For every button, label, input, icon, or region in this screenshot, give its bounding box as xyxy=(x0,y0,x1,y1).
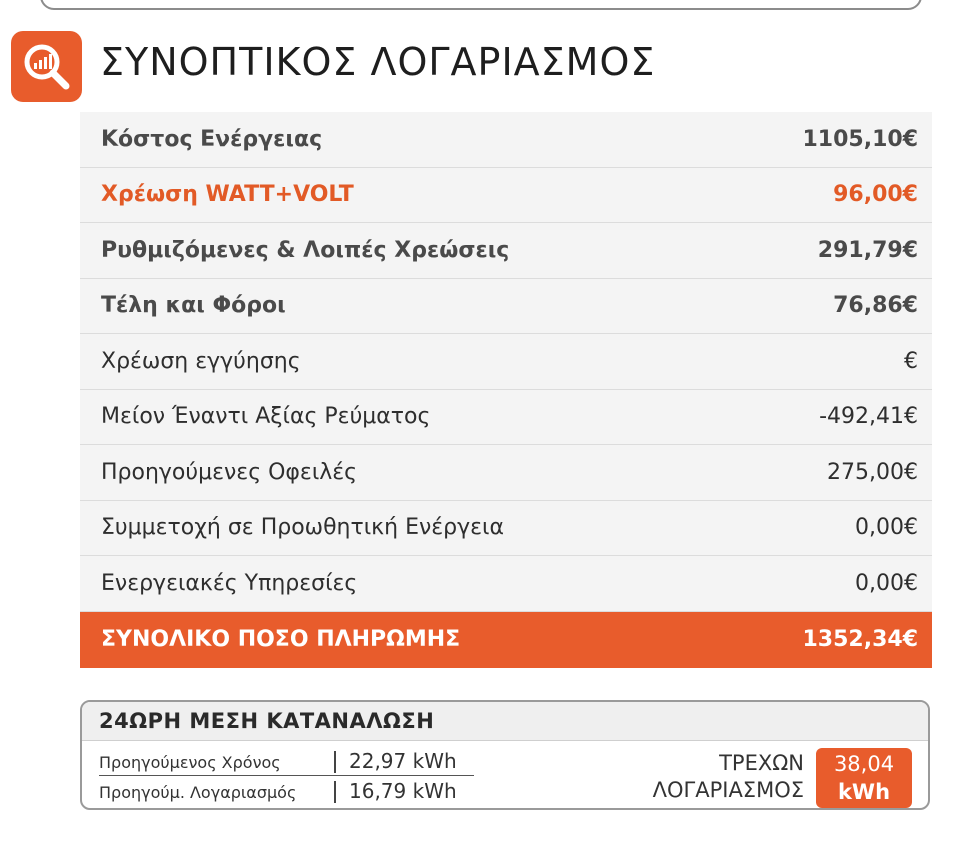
row-label: Μείον Έναντι Αξίας Ρεύματος xyxy=(101,404,431,430)
previous-bill-value: 16,79 kWh xyxy=(349,779,457,803)
current-bill-label xyxy=(653,750,804,804)
row-label: Κόστος Ενέργειας xyxy=(101,126,323,152)
row-label: Ενεργειακές Υπηρεσίες xyxy=(101,570,358,596)
table-row xyxy=(80,390,932,446)
summary-table xyxy=(80,112,932,668)
row-label: Τέλη και Φόροι xyxy=(101,293,286,319)
row-value: 0,00€ xyxy=(855,570,918,596)
current-unit: kWh xyxy=(837,780,891,804)
row-value: 0,00€ xyxy=(855,515,918,541)
table-row xyxy=(80,556,932,612)
row-label: Συμμετοχή σε Προωθητική Ενέργεια xyxy=(101,515,504,541)
table-row xyxy=(80,279,932,335)
search-chart-icon xyxy=(11,31,82,102)
top-panel-edge xyxy=(40,0,922,10)
row-value: -492,41€ xyxy=(819,404,918,430)
row-label: Ρυθμιζόμενες & Λοιπές Χρεώσεις xyxy=(101,237,510,263)
table-row xyxy=(80,223,932,279)
row-value: 96,00€ xyxy=(833,182,918,208)
consumption-title: 24ΩΡΗ ΜΕΣΗ ΚΑΤΑΝΑΛΩΣΗ xyxy=(82,702,928,741)
row-label: Χρέωση εγγύησης xyxy=(101,348,301,374)
current-label-line2: ΛΟΓΑΡΙΑΣΜΟΣ xyxy=(652,778,804,802)
row-value: € xyxy=(904,348,918,374)
page-title: ΣΥΝΟΠΤΙΚΟΣ ΛΟΓΑΡΙΑΣΜΟΣ xyxy=(100,40,656,84)
table-row xyxy=(80,112,932,168)
table-row xyxy=(80,501,932,557)
total-label: ΣΥΝΟΛΙΚΟ ΠΟΣΟ ΠΛΗΡΩΜΗΣ xyxy=(101,627,461,652)
table-row xyxy=(80,168,932,224)
row-value: 275,00€ xyxy=(827,459,918,485)
total-value: 1352,34€ xyxy=(802,627,918,652)
total-row xyxy=(80,612,932,668)
divider xyxy=(334,751,336,773)
current-label-line1: ΤΡΕΧΩΝ xyxy=(719,751,804,775)
consumption-panel xyxy=(80,700,930,810)
divider xyxy=(334,781,336,803)
row-label: Προηγούμενες Οφειλές xyxy=(101,459,358,485)
current-bill-badge xyxy=(816,748,912,808)
previous-bill-row xyxy=(99,777,474,805)
previous-year-row xyxy=(99,747,474,776)
table-row xyxy=(80,445,932,501)
previous-year-label: Προηγούμενος Χρόνος xyxy=(99,753,281,772)
row-value: 291,79€ xyxy=(817,237,918,263)
current-value: 38,04 xyxy=(833,752,895,776)
row-value: 76,86€ xyxy=(833,293,918,319)
previous-bill-label: Προηγούμ. Λογαριασμός xyxy=(99,783,297,802)
row-label: Χρέωση WATT+VOLT xyxy=(101,182,354,208)
row-value: 1105,10€ xyxy=(802,126,918,152)
table-row xyxy=(80,334,932,390)
previous-year-value: 22,97 kWh xyxy=(349,749,457,773)
